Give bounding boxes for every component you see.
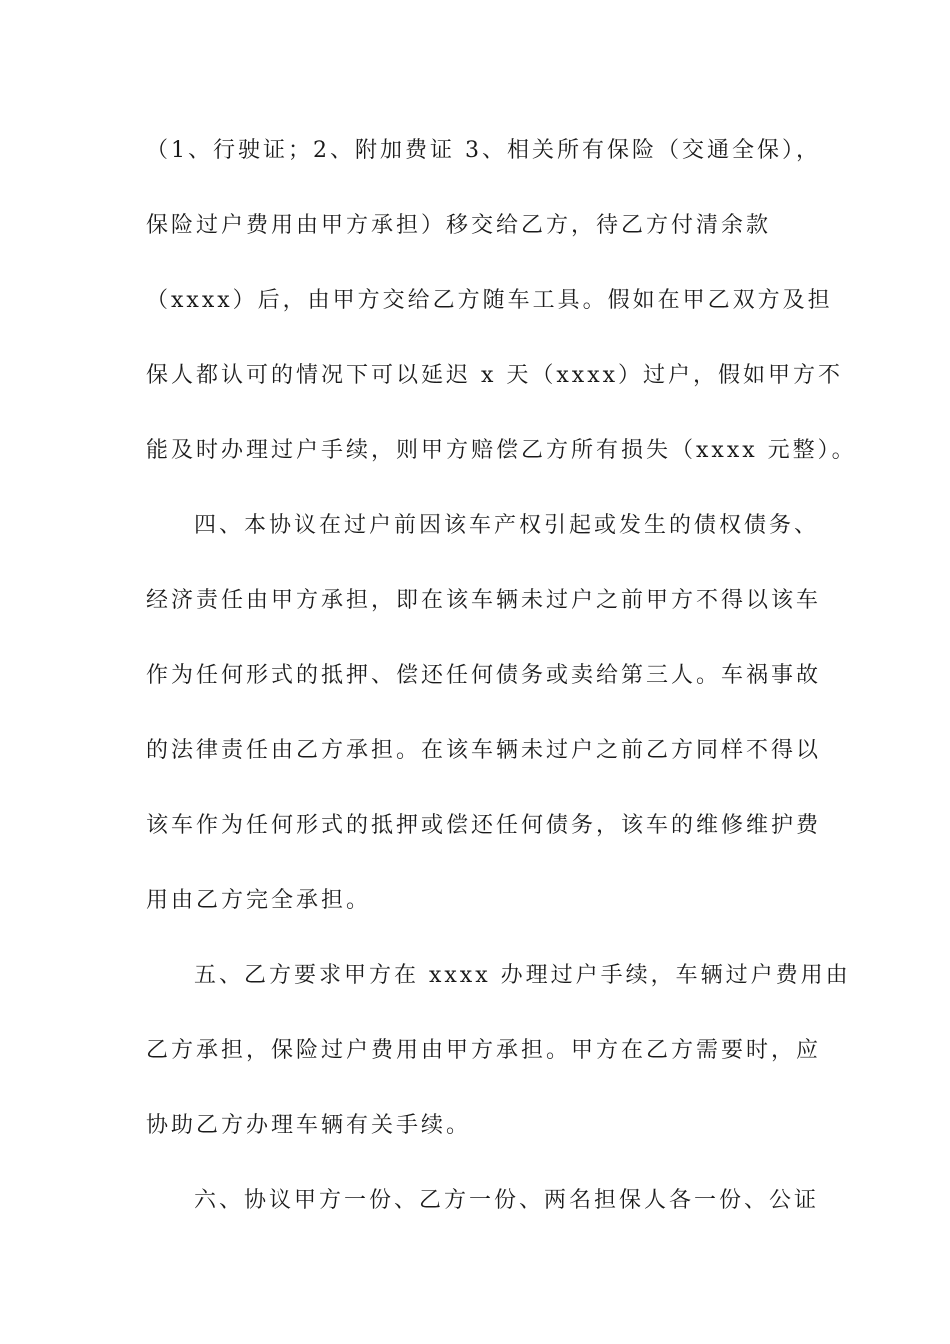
text-line-3: （xxxx）后，由甲方交给乙方随车工具。假如在甲乙双方及担 — [146, 288, 833, 313]
text-line-11: 用由乙方完全承担。 — [146, 888, 372, 913]
paragraph-5-start: 五、乙方要求甲方在 xxxx 办理过户手续，车辆过户费用由 — [194, 963, 851, 988]
text-line-14: 协助乙方办理车辆有关手续。 — [146, 1113, 472, 1138]
text-line-4: 保人都认可的情况下可以延迟 x 天（xxxx）过户，假如甲方不 — [146, 363, 844, 388]
paragraph-6-start: 六、协议甲方一份、乙方一份、两名担保人各一份、公证 — [194, 1188, 820, 1213]
text-line-5: 能及时办理过户手续，则甲方赔偿乙方所有损失（xxxx 元整）。 — [146, 438, 857, 463]
text-line-10: 该车作为任何形式的抵押或偿还任何债务，该车的维修维护费 — [146, 813, 822, 838]
paragraph-4-start: 四、本协议在过户前因该车产权引起或发生的债权债务、 — [194, 513, 820, 538]
text-line-13: 乙方承担，保险过户费用由甲方承担。甲方在乙方需要时，应 — [146, 1038, 822, 1063]
text-line-7: 经济责任由甲方承担，即在该车辆未过户之前甲方不得以该车 — [146, 588, 822, 613]
text-line-8: 作为任何形式的抵押、偿还任何债务或卖给第三人。车祸事故 — [146, 663, 822, 688]
text-line-1: （1、行驶证；2、附加费证 3、相关所有保险（交通全保）， — [146, 138, 821, 163]
text-line-2: 保险过户费用由甲方承担）移交给乙方，待乙方付清余款 — [146, 213, 772, 238]
text-line-9: 的法律责任由乙方承担。在该车辆未过户之前乙方同样不得以 — [146, 738, 822, 763]
